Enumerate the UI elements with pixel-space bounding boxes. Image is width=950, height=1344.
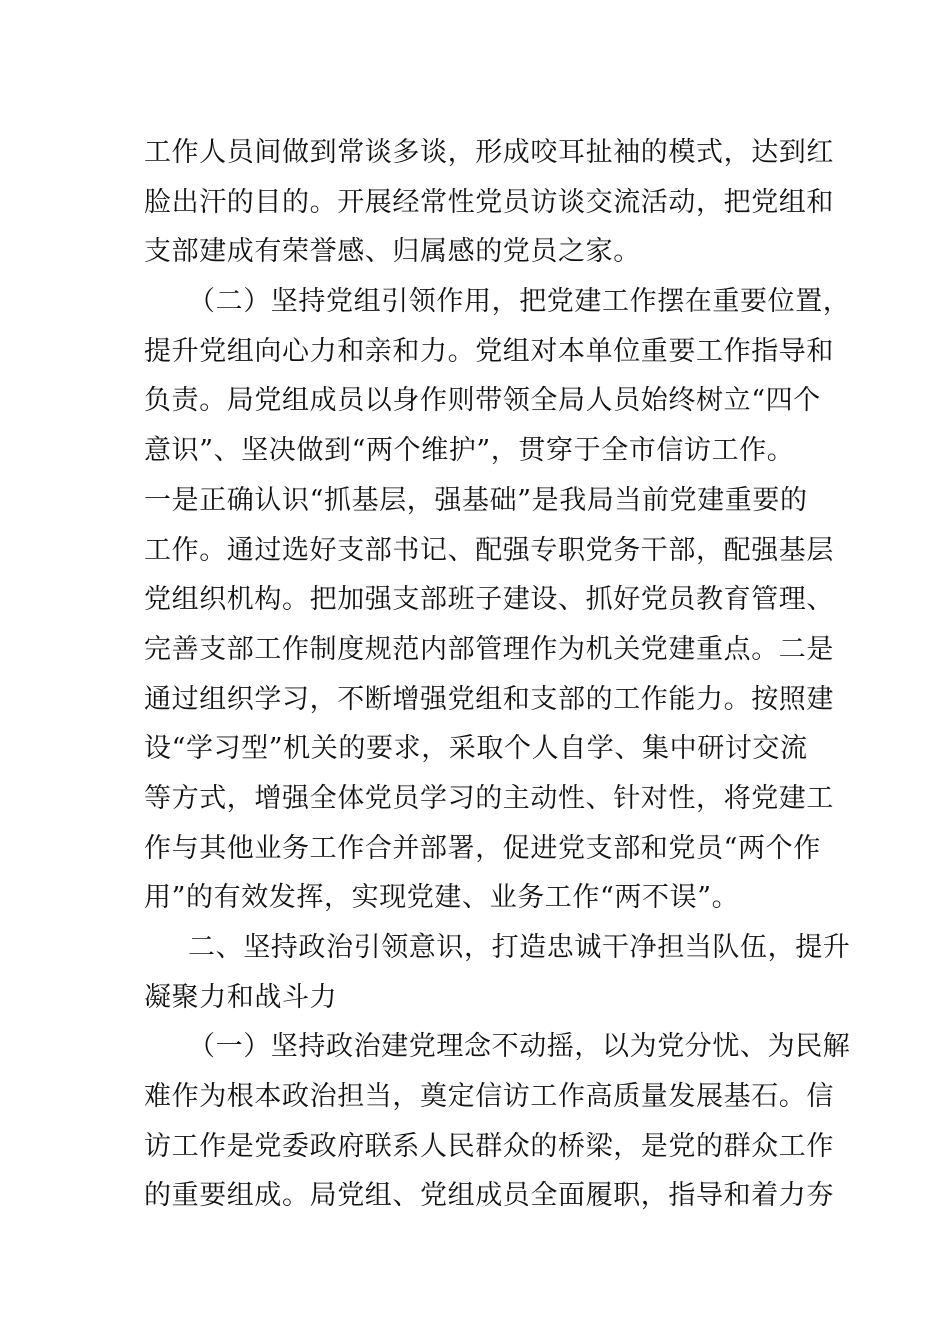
text-line: 的重要组成。局党组、党组成员全面履职，指导和着力夯 (144, 1180, 834, 1212)
text-line: 作与其他业务工作合并部署，促进党支部和党员“两个作 (144, 832, 821, 864)
document-body (144, 128, 851, 1221)
text-line: （一）坚持政治建党理念不动摇，以为党分忧、为民解 (188, 1031, 851, 1063)
text-line: 工作人员间做到常谈多谈，形成咬耳扯袖的模式，达到红 (144, 137, 834, 168)
text-line: 党组织机构。把加强支部班子建设、抓好党员教育管理、 (144, 584, 834, 616)
text-line: 用”的有效发挥，实现党建、业务工作“两不误”。 (144, 882, 740, 914)
text-line: 意识”、坚决做到“两个维护”，贯穿于全市信访工作。 (144, 435, 795, 467)
section-heading-continued: 凝聚力和战斗力 (144, 981, 338, 1013)
text-line: 等方式，增强全体党员学习的主动性、针对性，将党建工 (144, 782, 834, 814)
text-line: 难作为根本政治担当，奠定信访工作高质量发展基石。信 (144, 1081, 834, 1113)
text-line: 设“学习型”机关的要求，采取个人自学、集中研讨交流 (144, 733, 808, 765)
text-line: 工作。通过选好支部书记、配强专职党务干部，配强基层 (144, 534, 834, 566)
text-line: 负责。局党组成员以身作则带领全局人员始终树立“四个 (144, 385, 821, 417)
text-line: 访工作是党委政府联系人民群众的桥梁，是党的群众工作 (144, 1130, 834, 1162)
text-line: 一是正确认识“抓基层，强基础”是我局当前党建重要的 (144, 484, 808, 516)
text-line: 脸出汗的目的。开展经常性党员访谈交流活动，把党组和 (144, 186, 834, 218)
text-line: 通过组织学习，不断增强党组和支部的工作能力。按照建 (144, 683, 834, 715)
section-heading: 二、坚持政治引领意识，打造忠诚干净担当队伍，提升 (188, 932, 851, 963)
text-line: 完善支部工作制度规范内部管理作为机关党建重点。二是 (144, 633, 834, 665)
text-line: 支部建成有荣誉感、归属感的党员之家。 (144, 236, 641, 268)
text-line: （二）坚持党组引领作用，把党建工作摆在重要位置， (188, 286, 851, 318)
text-line: 提升党组向心力和亲和力。党组对本单位重要工作指导和 (144, 335, 834, 367)
